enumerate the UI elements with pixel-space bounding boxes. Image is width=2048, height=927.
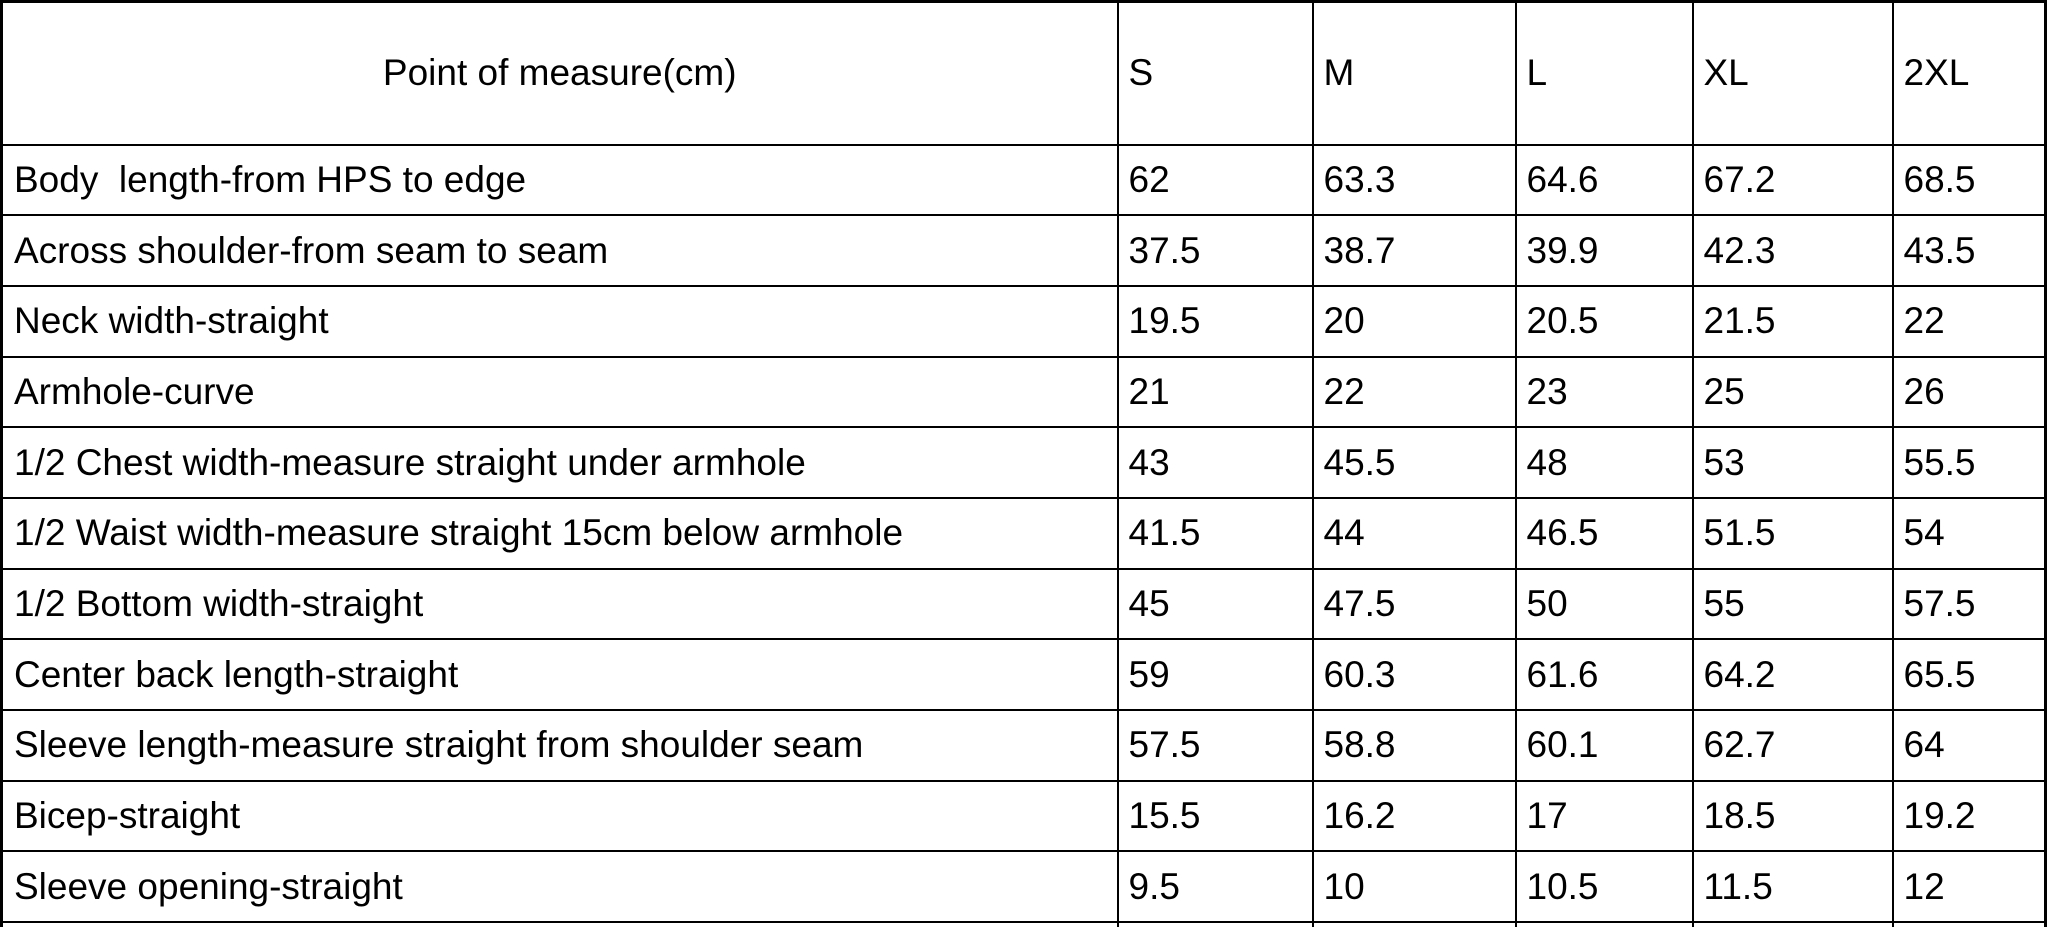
measure-value: 62 bbox=[1118, 145, 1313, 216]
measure-value: 19.5 bbox=[1118, 286, 1313, 357]
table-row bbox=[2, 215, 2046, 286]
measure-value: 26 bbox=[1893, 357, 2046, 428]
measure-value: 57.5 bbox=[1118, 710, 1313, 781]
measure-value: 45.5 bbox=[1313, 427, 1516, 498]
measure-value: 60.1 bbox=[1516, 710, 1693, 781]
measure-value: 22 bbox=[1893, 286, 2046, 357]
measure-value: 18.5 bbox=[1693, 781, 1893, 852]
table-row bbox=[2, 498, 2046, 569]
measure-value: 57.5 bbox=[1893, 569, 2046, 640]
measure-value: 10.5 bbox=[1516, 851, 1693, 922]
measure-value: 37.5 bbox=[1118, 215, 1313, 286]
measure-value: 59 bbox=[1118, 639, 1313, 710]
measure-value: 23 bbox=[1516, 357, 1693, 428]
column-header-size-m: M bbox=[1313, 2, 1516, 145]
measure-label: Sleeve length-measure straight from shoulder seam bbox=[2, 710, 1118, 781]
measure-value: 9.5 bbox=[1118, 851, 1313, 922]
measure-value: 21.5 bbox=[1693, 286, 1893, 357]
table-row bbox=[2, 427, 2046, 498]
empty-cell bbox=[1516, 922, 1693, 927]
measure-value: 64 bbox=[1893, 710, 2046, 781]
measure-value: 25 bbox=[1693, 357, 1893, 428]
measure-value: 60.3 bbox=[1313, 639, 1516, 710]
measure-value: 46.5 bbox=[1516, 498, 1693, 569]
measure-value: 58.8 bbox=[1313, 710, 1516, 781]
column-header-point-of-measure: Point of measure(cm) bbox=[2, 2, 1118, 145]
empty-cell bbox=[1893, 922, 2046, 927]
measure-label: Body length-from HPS to edge bbox=[2, 145, 1118, 216]
measure-label: Armhole-curve bbox=[2, 357, 1118, 428]
table-row bbox=[2, 286, 2046, 357]
empty-cell bbox=[1693, 922, 1893, 927]
measure-label: Center back length-straight bbox=[2, 639, 1118, 710]
table-row bbox=[2, 639, 2046, 710]
table-row bbox=[2, 357, 2046, 428]
measure-value: 44 bbox=[1313, 498, 1516, 569]
measure-value: 10 bbox=[1313, 851, 1516, 922]
empty-cell bbox=[1118, 922, 1313, 927]
measure-value: 41.5 bbox=[1118, 498, 1313, 569]
empty-cell bbox=[2, 922, 1118, 927]
measure-value: 22 bbox=[1313, 357, 1516, 428]
column-header-size-xl: XL bbox=[1693, 2, 1893, 145]
measure-value: 55.5 bbox=[1893, 427, 2046, 498]
partial-next-row bbox=[2, 922, 2046, 927]
measure-value: 43 bbox=[1118, 427, 1313, 498]
measure-value: 47.5 bbox=[1313, 569, 1516, 640]
measure-label: 1/2 Bottom width-straight bbox=[2, 569, 1118, 640]
measure-value: 11.5 bbox=[1693, 851, 1893, 922]
measure-value: 51.5 bbox=[1693, 498, 1893, 569]
measure-value: 39.9 bbox=[1516, 215, 1693, 286]
table-row bbox=[2, 569, 2046, 640]
measure-value: 67.2 bbox=[1693, 145, 1893, 216]
measure-value: 61.6 bbox=[1516, 639, 1693, 710]
measure-value: 54 bbox=[1893, 498, 2046, 569]
measure-value: 65.5 bbox=[1893, 639, 2046, 710]
measure-value: 19.2 bbox=[1893, 781, 2046, 852]
table-row bbox=[2, 710, 2046, 781]
column-header-size-l: L bbox=[1516, 2, 1693, 145]
measure-value: 43.5 bbox=[1893, 215, 2046, 286]
measure-value: 15.5 bbox=[1118, 781, 1313, 852]
table-row bbox=[2, 781, 2046, 852]
measure-value: 20 bbox=[1313, 286, 1516, 357]
measure-value: 12 bbox=[1893, 851, 2046, 922]
measure-label: Sleeve opening-straight bbox=[2, 851, 1118, 922]
measure-label: 1/2 Chest width-measure straight under armhole bbox=[2, 427, 1118, 498]
column-header-size-2xl: 2XL bbox=[1893, 2, 2046, 145]
measure-value: 64.2 bbox=[1693, 639, 1893, 710]
measure-label: Across shoulder-from seam to seam bbox=[2, 215, 1118, 286]
measure-value: 48 bbox=[1516, 427, 1693, 498]
measure-value: 45 bbox=[1118, 569, 1313, 640]
measure-value: 17 bbox=[1516, 781, 1693, 852]
measure-value: 50 bbox=[1516, 569, 1693, 640]
measure-value: 55 bbox=[1693, 569, 1893, 640]
table-row bbox=[2, 851, 2046, 922]
table-row bbox=[2, 145, 2046, 216]
measure-value: 53 bbox=[1693, 427, 1893, 498]
measure-value: 16.2 bbox=[1313, 781, 1516, 852]
measure-value: 20.5 bbox=[1516, 286, 1693, 357]
measure-value: 42.3 bbox=[1693, 215, 1893, 286]
measure-value: 38.7 bbox=[1313, 215, 1516, 286]
measure-value: 64.6 bbox=[1516, 145, 1693, 216]
empty-cell bbox=[1313, 922, 1516, 927]
measure-label: Bicep-straight bbox=[2, 781, 1118, 852]
measure-value: 21 bbox=[1118, 357, 1313, 428]
measure-value: 63.3 bbox=[1313, 145, 1516, 216]
measure-label: 1/2 Waist width-measure straight 15cm below armhole bbox=[2, 498, 1118, 569]
column-header-size-s: S bbox=[1118, 2, 1313, 145]
header-row bbox=[2, 2, 2046, 145]
measure-value: 68.5 bbox=[1893, 145, 2046, 216]
measure-value: 62.7 bbox=[1693, 710, 1893, 781]
measure-label: Neck width-straight bbox=[2, 286, 1118, 357]
